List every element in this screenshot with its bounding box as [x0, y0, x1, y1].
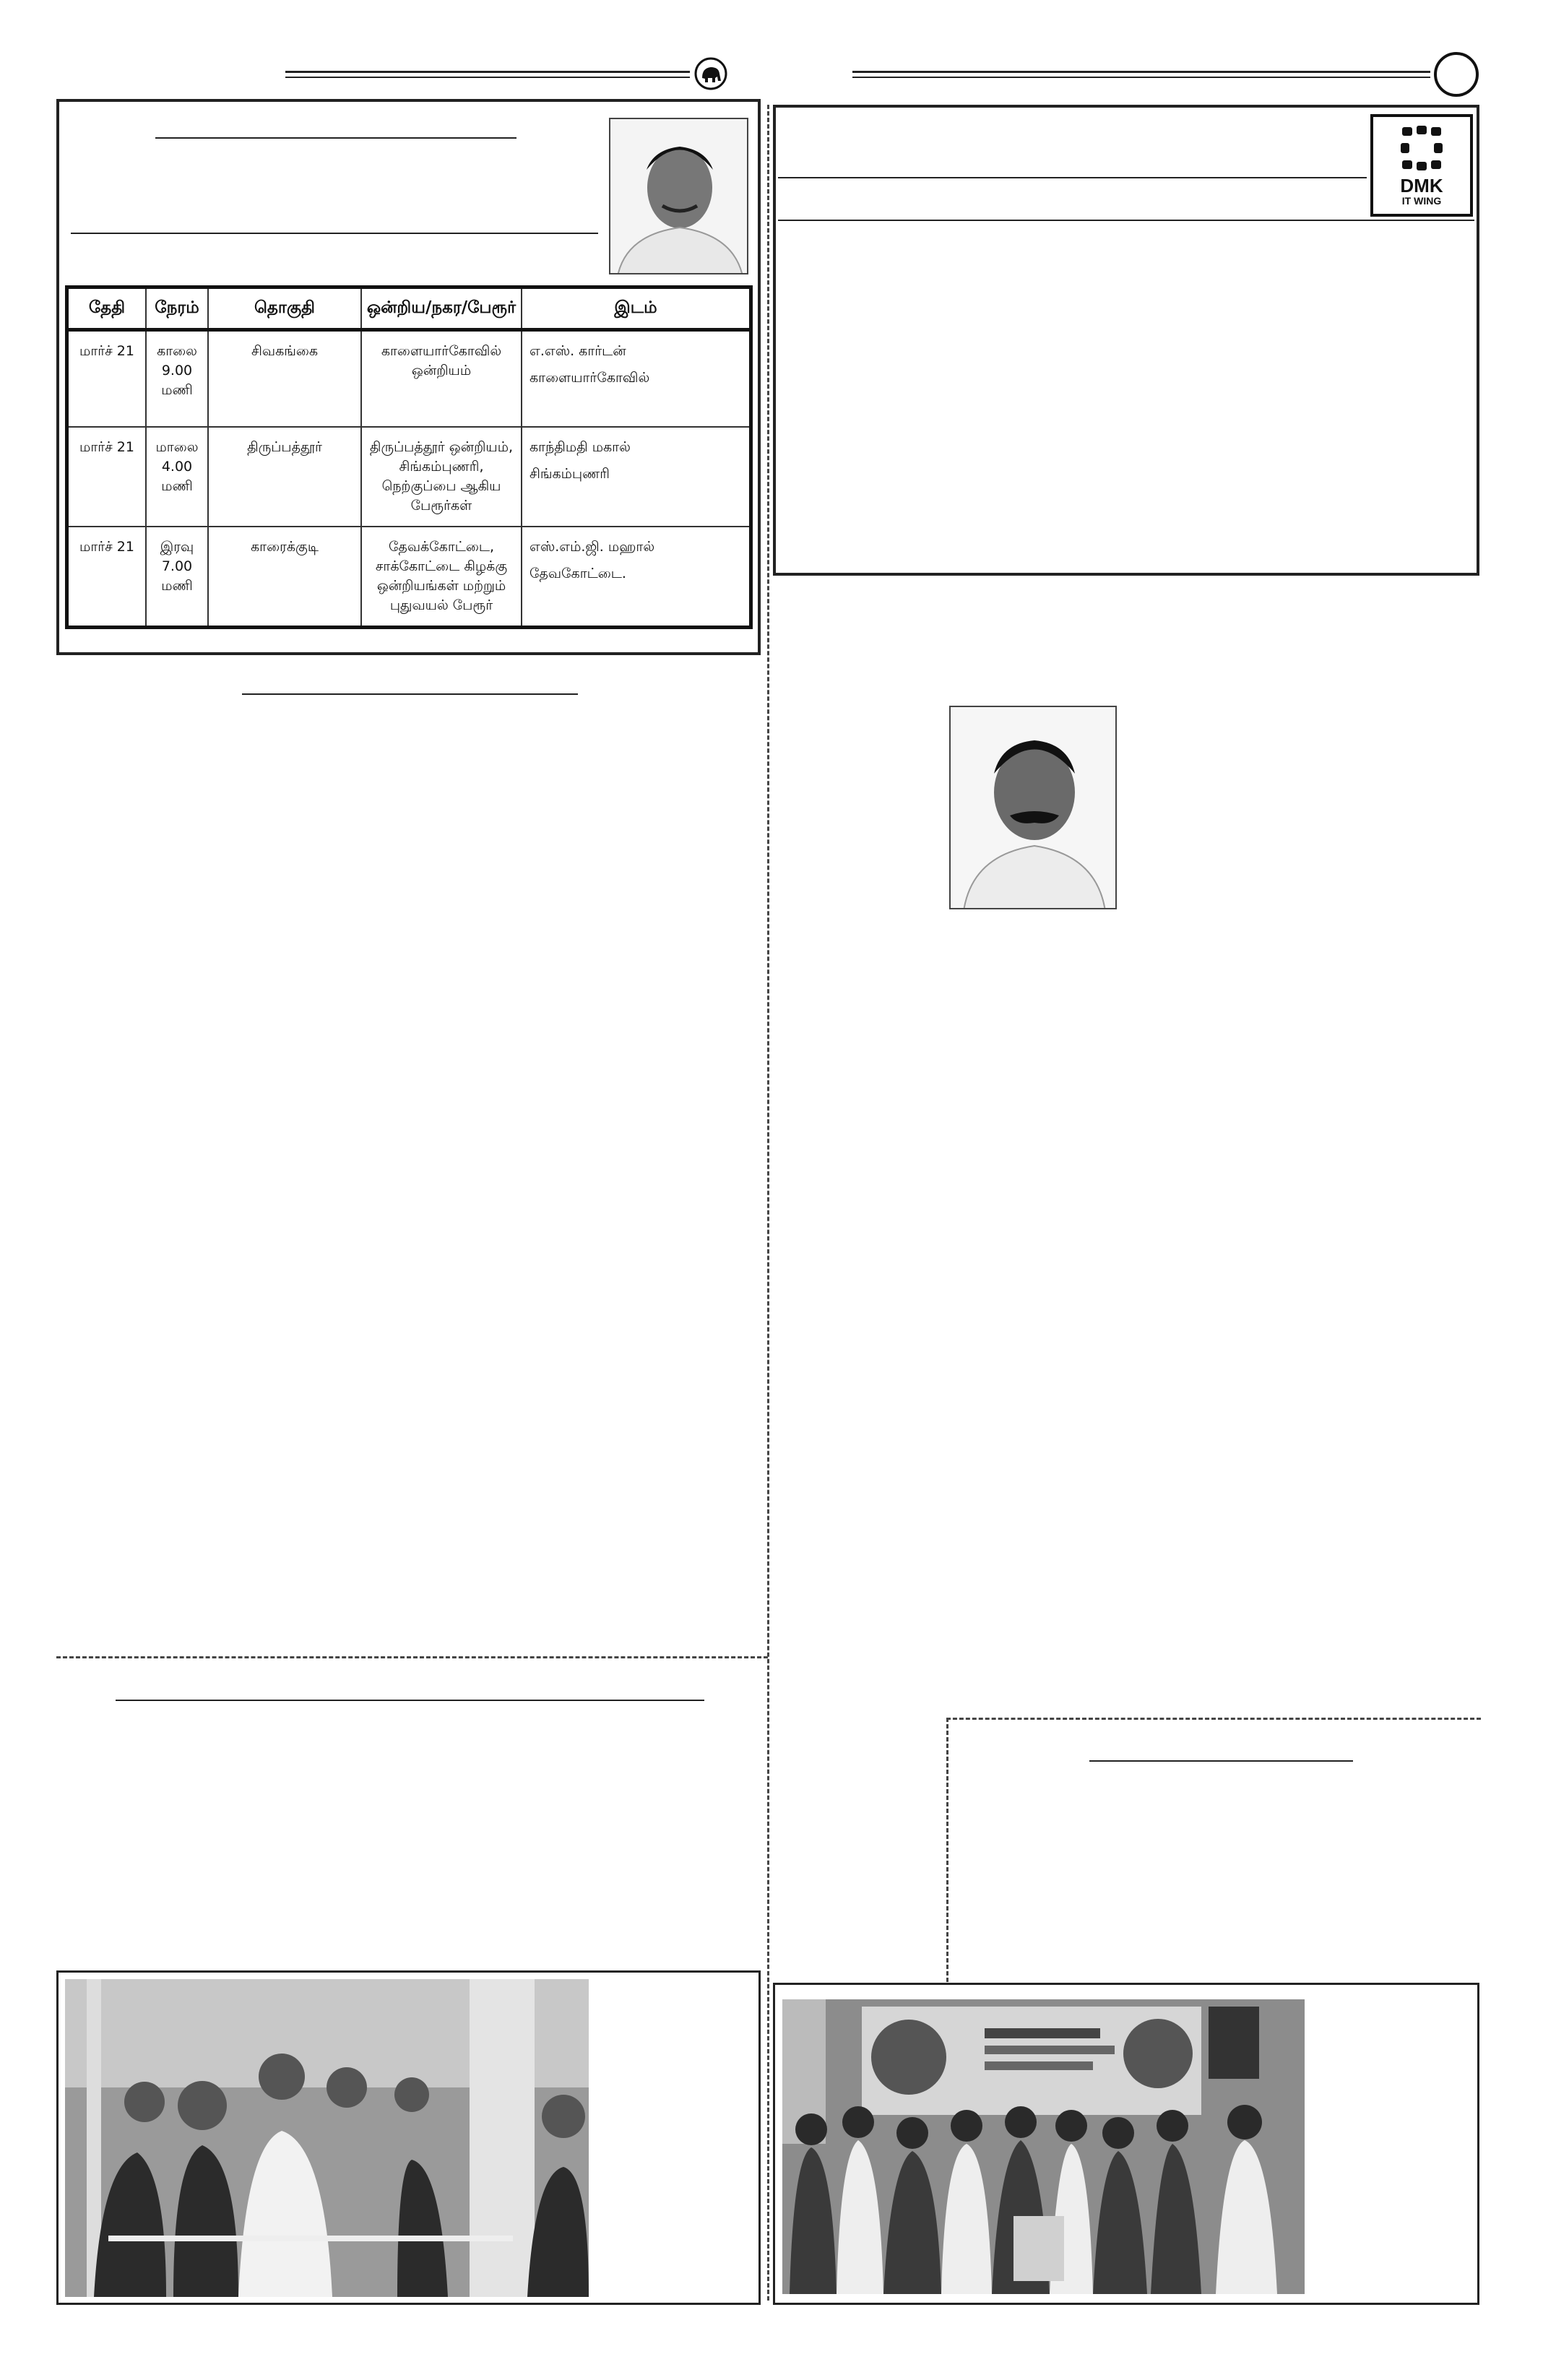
- circle-emblem-icon: [1434, 52, 1479, 97]
- row-constituency: சிவகங்கை: [208, 330, 361, 428]
- row-union: திருப்பத்தூர் ஒன்றியம், சிங்கம்புணரி, நெற்குப்பை ஆகிய பேரூர்கள்: [361, 427, 522, 527]
- row-time: இரவு 7.00 மணி: [146, 527, 208, 628]
- group-distribution-photo: [782, 1999, 1305, 2294]
- header-venue: இடம்: [522, 287, 751, 330]
- politician-portrait-1: [609, 118, 748, 274]
- row-date: மார்ச் 21: [67, 427, 147, 527]
- dmk-logo-text: DMK: [1400, 175, 1443, 196]
- schedule-table: [65, 285, 753, 629]
- row-union: தேவக்கோட்டை, சாக்கோட்டை கிழக்கு ஒன்றியங்கள் மற்றும் புதுவயல் பேரூர்: [361, 527, 522, 628]
- masthead-rule-left: [285, 71, 690, 73]
- section-divider-right: [946, 1718, 1481, 1720]
- left-article-headline-rule: [242, 693, 578, 695]
- header-constituency: தொகுதி: [208, 287, 361, 330]
- dmk-box-headline-rule: [778, 177, 1367, 178]
- row-constituency: திருப்பத்தூர்: [208, 427, 361, 527]
- section-divider-left: [56, 1656, 768, 1658]
- dmk-box-divider-rule: [778, 220, 1474, 221]
- row-time: மாலை 4.00 மணி: [146, 427, 208, 527]
- header-union: ஒன்றிய/நகர/பேரூர்: [361, 287, 522, 330]
- right-lower-headline-rule: [1089, 1760, 1353, 1762]
- masthead-rule-right-2: [852, 77, 1430, 78]
- row-venue: எ.எஸ். கார்டன் காளையார்கோவில்: [522, 330, 751, 428]
- row-constituency: காரைக்குடி: [208, 527, 361, 628]
- inner-divider-right: [946, 1718, 948, 1989]
- table-row: [67, 527, 751, 628]
- header-time: நேரம்: [146, 287, 208, 330]
- it-wing-logo-text: IT WING: [1401, 195, 1442, 207]
- row-time: காலை 9.00 மணி: [146, 330, 208, 428]
- politician-portrait-2: [949, 706, 1117, 909]
- row-date: மார்ச் 21: [67, 330, 147, 428]
- column-divider: [767, 105, 769, 2301]
- masthead-rule-right: [852, 71, 1430, 73]
- masthead-rule-left-2: [285, 77, 690, 78]
- dmk-it-wing-logo: [1370, 114, 1473, 217]
- row-venue: எஸ்.எம்.ஜி. மஹால் தேவகோட்டை.: [522, 527, 751, 628]
- table-row: [67, 330, 751, 428]
- row-venue: காந்திமதி மகால் சிங்கம்புணரி: [522, 427, 751, 527]
- table-row: [67, 427, 751, 527]
- ribbon-cutting-photo: [65, 1979, 589, 2297]
- row-union: காளையார்கோவில் ஒன்றியம்: [361, 330, 522, 428]
- header-date: தேதி: [67, 287, 147, 330]
- schedule-header-row: [67, 287, 751, 330]
- row-date: மார்ச் 21: [67, 527, 147, 628]
- elephant-emblem-icon: [693, 56, 728, 91]
- left-lower-headline-rule: [116, 1700, 704, 1701]
- schedule-subhead-rule: [71, 233, 598, 234]
- schedule-headline-rule: [155, 137, 517, 139]
- dmk-logo-mark-icon: [1395, 121, 1448, 175]
